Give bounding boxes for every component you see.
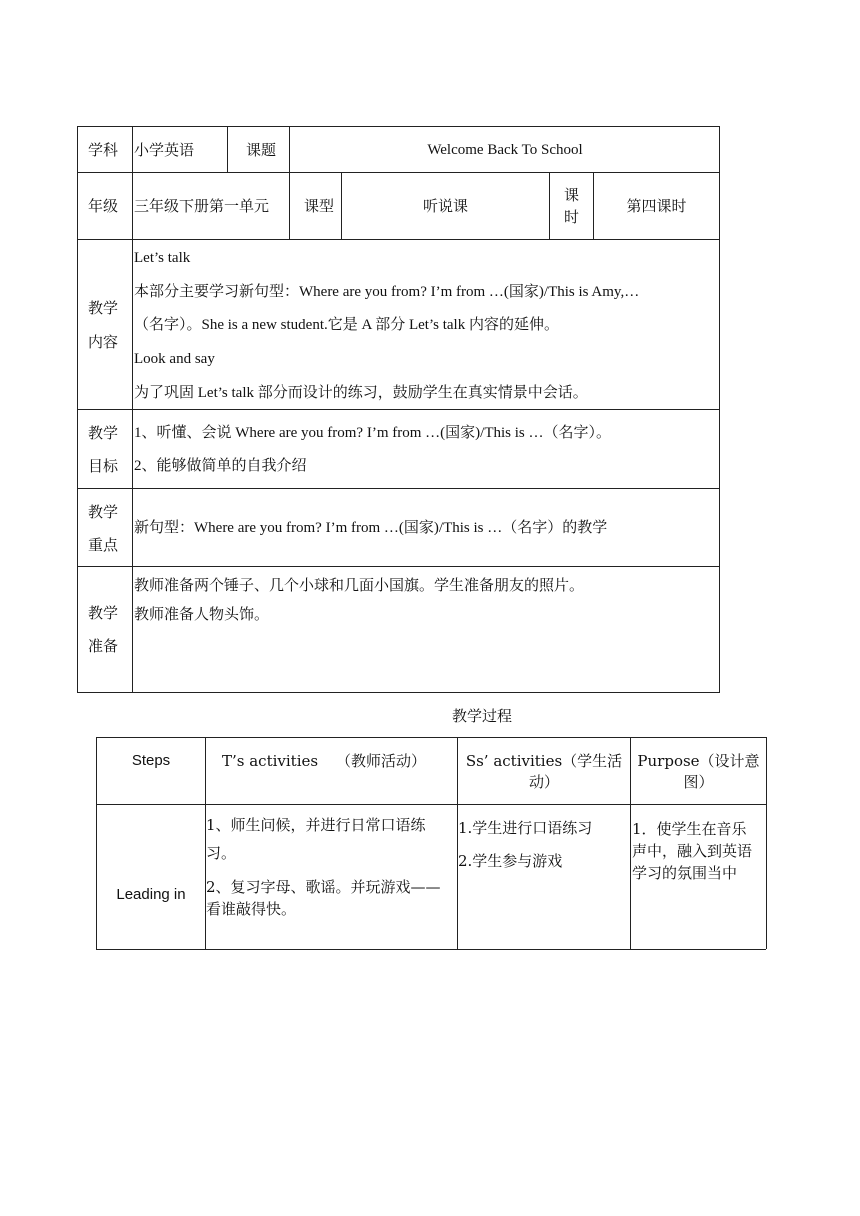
- prep-line: 教师准备人物头饰。: [134, 605, 270, 623]
- key-label-line2: 重点: [88, 536, 119, 554]
- type-value: 听说课: [422, 197, 468, 215]
- content-line: 本部分主要学习新句型：Where are you from? I’m from …(国家)/This is Amy,…: [134, 284, 640, 300]
- goal-label-line2: 目标: [88, 457, 119, 475]
- goal-label-line1: 教学: [88, 424, 119, 442]
- teacher-activity-line: 习。: [206, 844, 237, 862]
- grade-label: 年级: [88, 197, 119, 215]
- student-activity-line: 1.学生进行口语练习: [458, 819, 593, 837]
- purpose-line: 1．使学生在音乐: [632, 820, 747, 838]
- key-label-line1: 教学: [88, 503, 119, 521]
- teacher-activity-line: 2、复习字母、歌谣。并玩游戏——: [206, 878, 441, 896]
- subject-label: 学科: [88, 141, 119, 159]
- header-steps: Steps: [131, 752, 171, 769]
- header-ss-activities-line1: Ss’ activities（学生活: [465, 752, 623, 770]
- grade-value: 三年级下册第一单元: [134, 197, 270, 215]
- student-activity-line: 2.学生参与游戏: [458, 852, 563, 870]
- prep-line: 教师准备两个锤子、几个小球和几面小国旗。学生准备朋友的照片。: [134, 576, 585, 594]
- goal-line: 1、听懂、会说 Where are you from? I’m from …(国家)/This is …（名字）。: [134, 425, 611, 441]
- teacher-activity-line: 1、师生问候，并进行日常口语练: [206, 816, 426, 834]
- content-line: Look and say: [134, 351, 215, 367]
- period-label-line1: 课: [563, 186, 579, 204]
- content-line: （名字）。She is a new student.它是 A 部分 Let’s talk 内容的延伸。: [134, 317, 559, 333]
- process-title: 教学过程: [452, 707, 513, 725]
- topic-label: 课题: [246, 141, 277, 159]
- key-text: 新句型：Where are you from? I’m from …(国家)/This is …（名字）的教学: [134, 520, 608, 536]
- header-purpose-line1: Purpose（设计意: [637, 752, 760, 770]
- teacher-activity-line: 看谁敲得快。: [206, 900, 297, 918]
- header-t-activities-cn: （教师活动）: [336, 752, 427, 770]
- purpose-line: 学习的氛围当中: [632, 864, 738, 882]
- content-line: 为了巩固 Let’s talk 部分而设计的练习，鼓励学生在真实情景中会话。: [134, 385, 588, 401]
- type-label: 课型: [304, 197, 335, 215]
- header-ss-activities-line2: 动）: [528, 773, 559, 791]
- header-t-activities: T’s activities: [222, 752, 319, 770]
- goal-line: 2、能够做简单的自我介绍: [134, 458, 307, 474]
- period-label-line2: 时: [563, 208, 579, 226]
- purpose-line: 声中，融入到英语: [632, 842, 753, 860]
- period-value: 第四课时: [626, 197, 687, 215]
- prep-label-line1: 教学: [88, 604, 119, 622]
- content-label-line1: 教学: [88, 299, 119, 317]
- topic-value: Welcome Back To School: [427, 142, 583, 158]
- header-purpose-line2: 图）: [683, 773, 714, 791]
- prep-label-line2: 准备: [88, 637, 119, 655]
- step-leading-in: Leading in: [116, 886, 186, 903]
- content-line: Let’s talk: [134, 250, 191, 266]
- content-label-line2: 内容: [88, 333, 119, 351]
- subject-value: 小学英语: [134, 141, 195, 159]
